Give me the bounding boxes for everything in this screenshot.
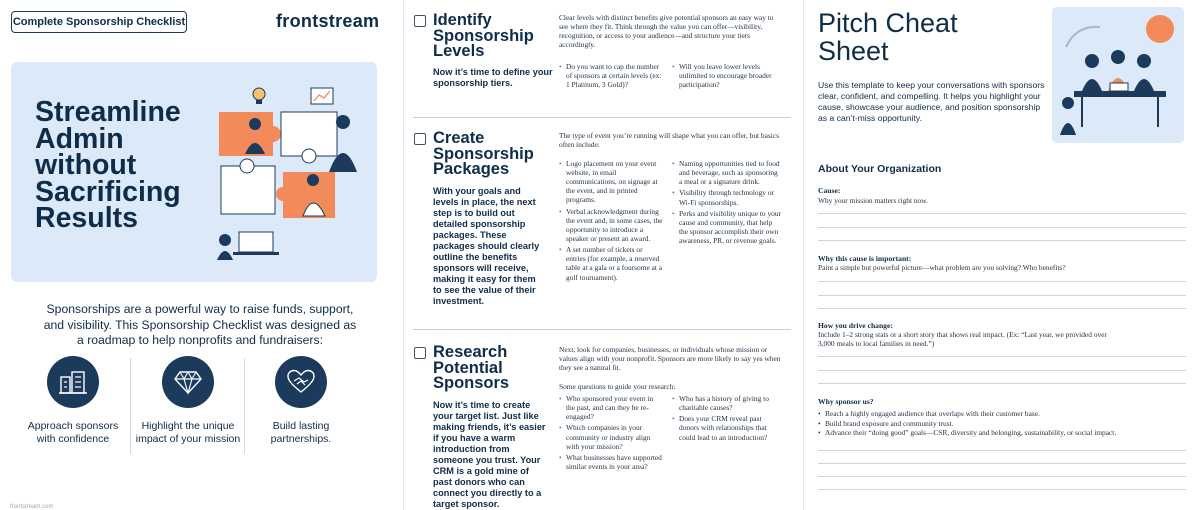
page-pitch-cheat-sheet (803, 0, 1200, 510)
section-subtitle: Now it’s time to create your target list. Just like making friends, it’s easier if you have a warm introduction from someone you trust. Your CRM is a gold mine of past donors who can connect you directly to a target sponsor. (433, 400, 546, 509)
answer-line[interactable] (818, 308, 1186, 309)
checkbox-icon[interactable] (414, 15, 426, 27)
answer-line[interactable] (818, 295, 1186, 296)
bullet-item: • Reach a highly engaged audience that overlaps with their customer base. (818, 409, 1188, 418)
question-label: How you drive change: (818, 321, 893, 330)
section-description-questions: Some questions to guide your research: (559, 382, 676, 391)
bullet-item: • A set number of tickets or entries (for example, a reserved table at a gala or a foursome at a golf tournament). (559, 245, 663, 281)
team-meeting-illustration (1052, 7, 1184, 143)
section-bullets-right (672, 159, 782, 247)
feature-label: Build lasting partnerships. (270, 420, 332, 445)
bullet-item: • What businesses have supported similar events in your area? (559, 453, 663, 471)
answer-line[interactable] (818, 489, 1186, 490)
answer-line[interactable] (818, 227, 1186, 228)
answer-line[interactable] (818, 356, 1186, 357)
bullet-item: • Naming opportunities tied to food and beverage, such as sponsoring a meal or a signature drink. (672, 159, 782, 186)
bullet-item: • Who has a history of giving to charitable causes? (672, 394, 782, 412)
checklist-badge: Complete Sponsorship Checklist (11, 11, 187, 33)
answer-line[interactable] (818, 281, 1186, 282)
bullet-item: • Will you leave lower levels unlimited to encourage broader participation? (672, 62, 782, 89)
checkbox-icon[interactable] (414, 347, 426, 359)
intro-text: Sponsorships are a powerful way to raise funds, support, and visibility. This Sponsorship Checklist was designed as a roadmap to help nonprofits and fundraisers: (43, 302, 357, 347)
bullet-item: • Logo placement on your event website, in email communications, on signage at the event, and in printed programs. (559, 159, 663, 204)
question-label: Why this cause is important: (818, 254, 912, 263)
bullet-item: • Verbal acknowledgment during the event and, in some cases, the opportunity to introduce a speaker or present an award. (559, 207, 663, 243)
checkbox-icon[interactable] (414, 133, 426, 145)
hero-panel (11, 62, 377, 282)
feature-label: Approach sponsors with confidence (27, 420, 119, 445)
bullet-item: • Visibility through technology or Wi-Fi sponsorships. (672, 188, 782, 206)
answer-line[interactable] (818, 476, 1186, 477)
section-description: The type of event you’re running will shape what you can offer, but basics often include: (559, 131, 779, 150)
answer-line[interactable] (818, 450, 1186, 451)
bullet-item: • Which companies in your community or industry align with your mission? (559, 423, 663, 450)
handshake-heart-icon (275, 356, 327, 408)
page-overview (0, 0, 400, 510)
question-label: Cause: (818, 186, 841, 195)
answer-line[interactable] (818, 383, 1186, 384)
section-title: Create Sponsorship Packages (433, 129, 534, 178)
organization-heading: About Your Organization (818, 163, 942, 175)
section-divider (413, 117, 791, 118)
feature-label: Highlight the unique impact of your mission (135, 420, 241, 445)
section-bullets-left (559, 62, 663, 91)
feature-highlight (133, 356, 243, 445)
feature-partnerships (246, 356, 356, 445)
why-sponsor-list (818, 409, 1188, 438)
section-description: Clear levels with distinct benefits give potential sponsors an easy way to see where they fit. Think through the value you can offer—visibility, recognition, or access to your audience—and structure your tiers accordingly. (559, 13, 774, 50)
buildings-icon (47, 356, 99, 408)
section-bullets-left (559, 159, 663, 284)
section-title: Identify Sponsorship Levels (433, 11, 534, 60)
bullet-item: • Who sponsored your event in the past, and can they be re-engaged? (559, 394, 663, 421)
diamond-icon (162, 356, 214, 408)
answer-line[interactable] (818, 463, 1186, 464)
bullet-item: • Advance their “doing good” goals—CSR, diversity and belonging, sustainability, or social impact. (818, 428, 1188, 437)
section-subtitle: With your goals and levels in place, the next step is to build out detailed sponsorship packages. These packages should clearly outline the benefits sponsors will receive, making it easy for them to see the value of their investment. (433, 186, 540, 306)
section-description: Next, look for companies, businesses, or individuals whose mission or values align with your nonprofit. Sponsors are more likely to say yes when they see a natural fit. (559, 345, 781, 373)
page-checklist (403, 0, 800, 510)
question-label: Why sponsor us? (818, 397, 874, 406)
footer-url: frontstream.com (10, 504, 54, 510)
section-bullets-right (672, 62, 782, 91)
bullet-item: • Do you want to cap the number of sponsors at certain levels (ex: 1 Platinum, 3 Gold)? (559, 62, 663, 89)
puzzle-team-illustration (211, 82, 371, 262)
divider (244, 358, 245, 454)
question-hint: Paint a simple but powerful picture—what problem are you solving? Who benefits? (818, 263, 1066, 272)
bullet-item: • Does your CRM reveal past donors with relationships that could lead to an introduction? (672, 414, 782, 441)
bullet-item: • Build brand exposure and community trust. (818, 419, 1188, 428)
answer-line[interactable] (818, 370, 1186, 371)
frontstream-logo: frontstream (276, 11, 380, 31)
section-bullets-left (559, 394, 663, 473)
pitch-intro: Use this template to keep your conversations with sponsors clear, confident, and compelling. It helps you highlight your cause, showcase your audience, and position sponsorship as a can’t-miss opportunity. (818, 80, 1045, 123)
section-divider (413, 329, 791, 330)
answer-line[interactable] (818, 213, 1186, 214)
section-subtitle: Now it’s time to define your sponsorship tiers. (433, 67, 553, 88)
question-hint: Why your mission matters right now. (818, 196, 928, 205)
section-title: Research Potential Sponsors (433, 343, 510, 392)
section-bullets-right (672, 394, 782, 444)
bullet-item: • Perks and visibility unique to your cause and community, that help the sponsor accomplish their own awareness, PR, or revenue goals. (672, 209, 782, 245)
pitch-title: Pitch Cheat Sheet (818, 8, 958, 66)
question-hint: Include 1–2 strong stats or a short story that shows real impact. (Ex: “Last year, we provided over 3,000 meals to local families in need.”) (818, 330, 1107, 349)
hero-title: Streamline Admin without Sacrificing Results (35, 96, 181, 234)
feature-approach (18, 356, 128, 445)
answer-line[interactable] (818, 240, 1186, 241)
divider (130, 358, 131, 454)
